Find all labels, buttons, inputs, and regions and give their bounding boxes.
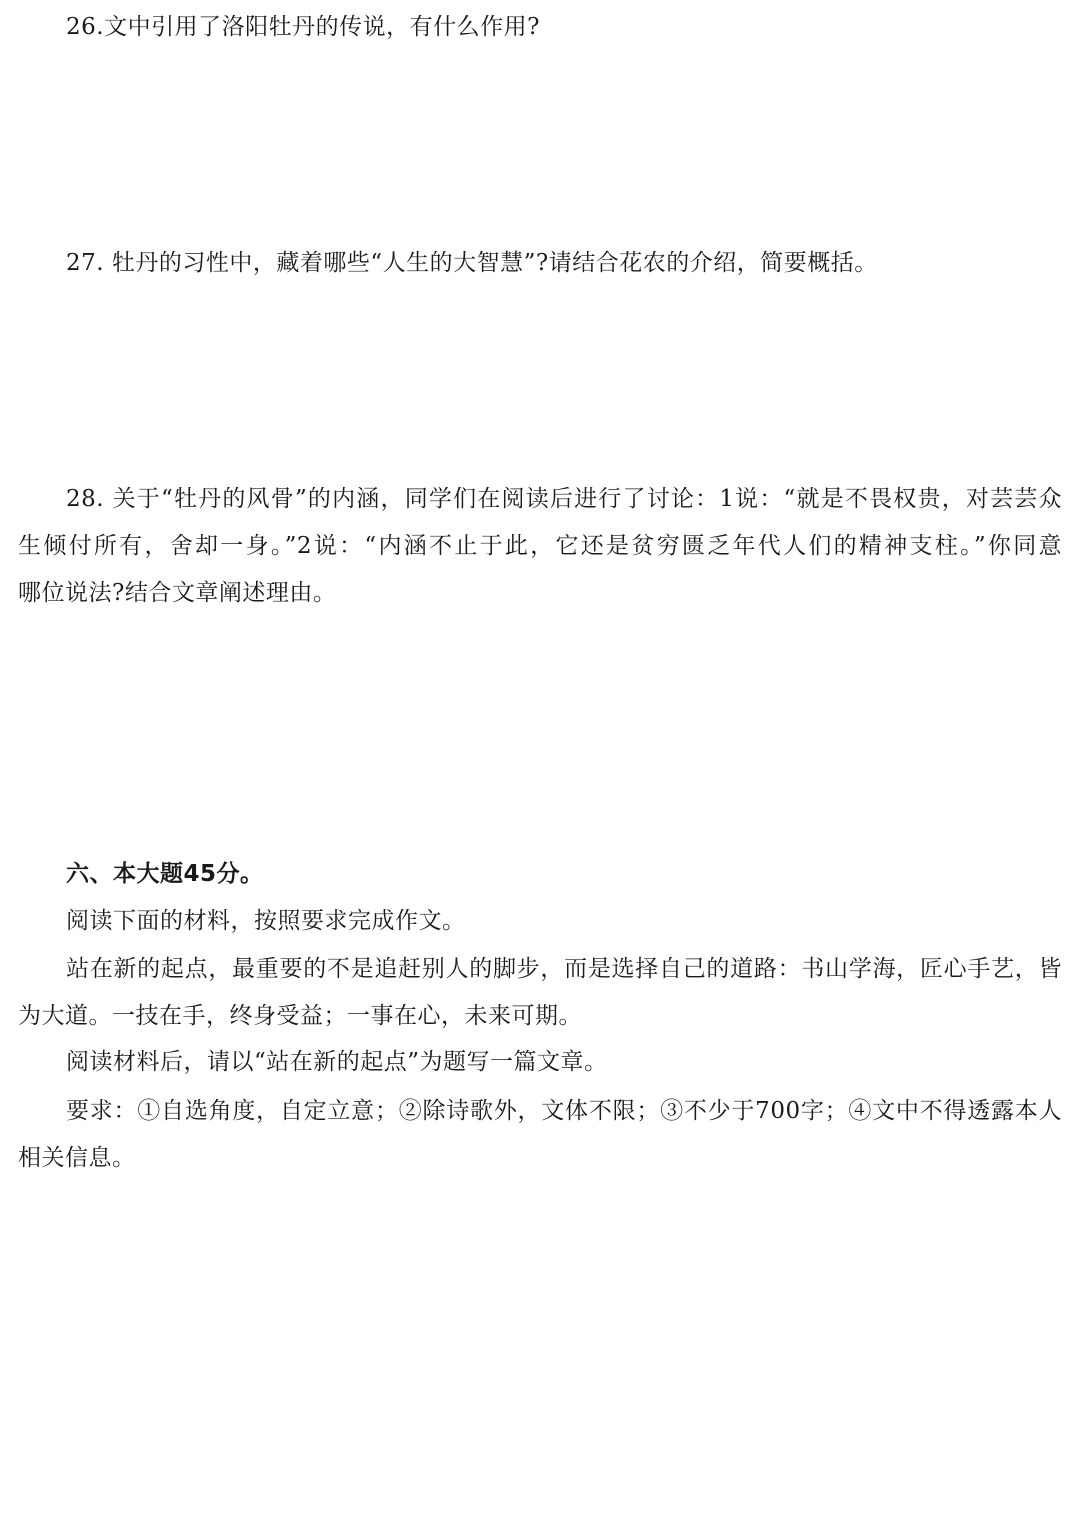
essay-material-line-1: 站在新的起点，最重要的不是追赶别人的脚步，而是选择自己的道路：书山学海，匠心手艺，皆 (66, 956, 1062, 982)
essay-requirements-line-1: 要求：①自选角度，自定立意；②除诗歌外，文体不限；③不少于700字；④文中不得透露本人 (66, 1098, 1062, 1124)
essay-requirements-line-2: 相关信息。 (18, 1145, 136, 1171)
question-28-line-2: 生倾付所有，舍却一身。”2说：“内涵不止于此，它还是贫穷匮乏年代人们的精神支柱。”你同意 (18, 533, 1062, 559)
question-27: 27. 牡丹的习性中，藏着哪些“人生的大智慧”?请结合花农的介绍，简要概括。 (66, 250, 878, 276)
question-28-line-1: 28. 关于“牡丹的风骨”的内涵，同学们在阅读后进行了讨论：1说：“就是不畏权贵，对芸芸众 (66, 486, 1062, 512)
essay-task: 阅读材料后，请以“站在新的起点”为题写一篇文章。 (66, 1049, 608, 1075)
essay-instruction: 阅读下面的材料，按照要求完成作文。 (66, 908, 466, 934)
question-28-line-3: 哪位说法?结合文章阐述理由。 (18, 580, 337, 606)
question-26: 26.文中引用了洛阳牡丹的传说，有什么作用? (66, 14, 540, 40)
essay-material-line-2: 为大道。一技在手，终身受益；一事在心，未来可期。 (18, 1003, 582, 1029)
section-6-heading: 六、本大题45分。 (66, 861, 264, 887)
